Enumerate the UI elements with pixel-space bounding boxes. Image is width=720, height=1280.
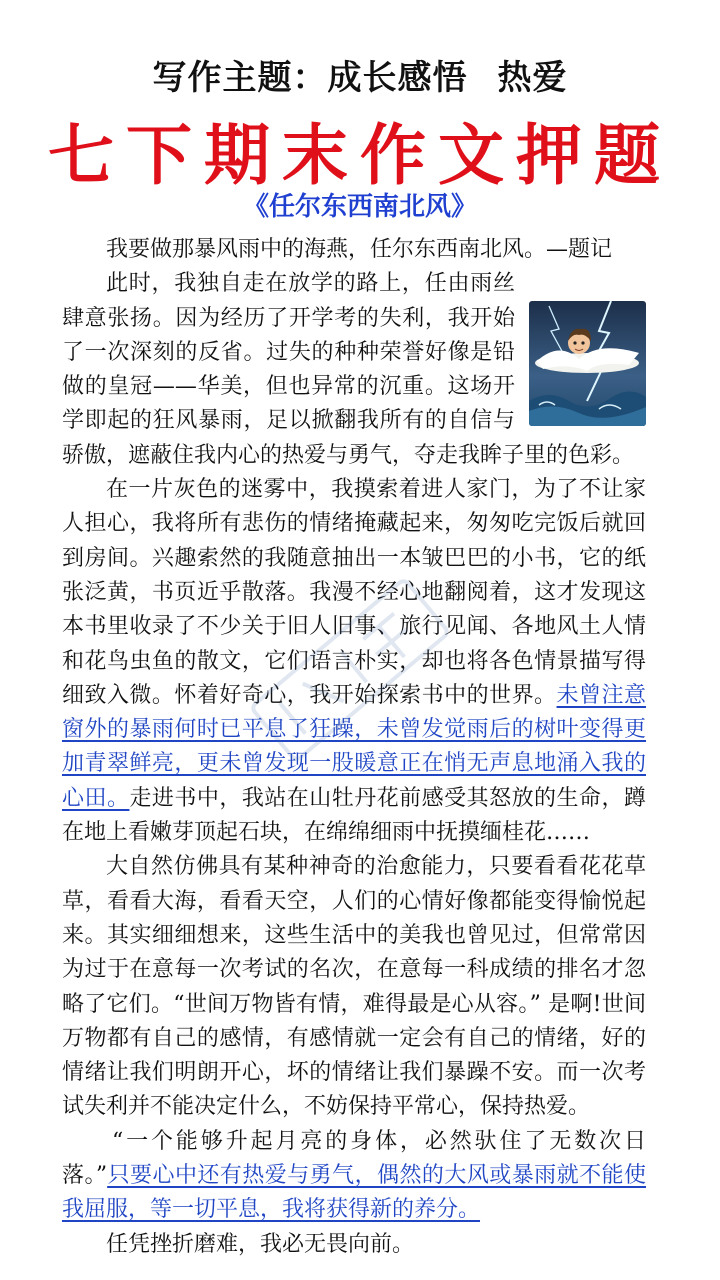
- main-title: 七下期末作文押题: [48, 116, 672, 194]
- essay-title: 《任尔东西南北风》: [242, 192, 477, 222]
- topic-extra: 热爱: [497, 58, 568, 98]
- paragraph-2-text-a: 在一片灰色的迷雾中，我摸索着进人家门，为了不让家人担心，我将所有悲伤的情绪掩藏起来，匆匆吃完饭后就回到房间。兴趣索然的我随意抽出一本皱巴巴的小书，它的纸张泛黄，书页近乎散落。我漫不经心地翻阅着，这才发现这本书里收录了不少关于旧人旧事、旅行见闻、各地风土人情和花鸟虫鱼的散文，它们语言朴实，却也将各色情景描写得细致入微。怀着好奇心，我开始探索书中的世界。: [62, 477, 646, 708]
- paragraph-2: [62, 473, 646, 850]
- paragraph-4: [62, 1125, 646, 1228]
- paragraph-3: 大自然仿佛具有某种神奇的治愈能力，只要看看花花草草，看看大海，看看天空，人们的心情好像都能变得愉悦起来。其实细细想来，这些生活中的美我也曾见过，但常常因为过于在意每一次考试的名次，在意每一科成绩的排名才忽略了它们。“世间万物皆有情，难得最是心从容。” 是啊!世间万物都有自己的感情，有感情就一定会有自己的情绪，好的情绪让我们明朗开心，坏的情绪让我们暴躁不安。而一次考试失利并不能决定什么，不妨保持平常心，保持热爱。: [62, 854, 646, 1120]
- paragraph-2-highlight: 未曾注意窗外的暴雨何时已平息了狂躁，未曾发觉雨后的树叶变得更加青翠鲜亮，更未曾发现一股暖意正在悄无声息地涌入我的心田。: [62, 682, 646, 811]
- epigraph: 我要做那暴风雨中的海燕，任尔东西南北风。—题记: [106, 237, 613, 262]
- paragraph-1: 此时，我独自走在放学的路上，任由雨丝肆意张扬。因为经历了开学考的失利，我开始了一次深刻的反省。过失的种种荣誉好像是铅做的皇冠——华美，但也异常的沉重。这场开学即起的狂风暴雨，足以掀翻我所有的自信与骄傲，遮蔽住我内心的热爱与勇气，夺走我眸子里的色彩。: [62, 271, 635, 468]
- writing-topic: [0, 50, 720, 99]
- paragraph-4-quote: “一个能够升起月亮的身体，必然驮住了无数次日落。”: [62, 1128, 646, 1189]
- paragraph-4-highlight: 只要心中还有热爱与勇气，偶然的大风或暴雨就不能使我屈服，等一切平息，我将获得新的养分。: [62, 1163, 646, 1223]
- paragraph-2-text-b: 走进书中，我站在山牡丹花前感受其怒放的生命，蹲在地上看嫩芽顶起石块，在绵绵细雨中抚摸缅桂花……: [62, 785, 646, 846]
- essay-body: [62, 233, 646, 1262]
- boy-seagull-storm-illustration: [529, 301, 646, 426]
- paragraph-5: 任凭挫折磨难，我必无畏向前。: [106, 1231, 415, 1257]
- topic-label: 写作主题：成长感悟: [152, 58, 468, 98]
